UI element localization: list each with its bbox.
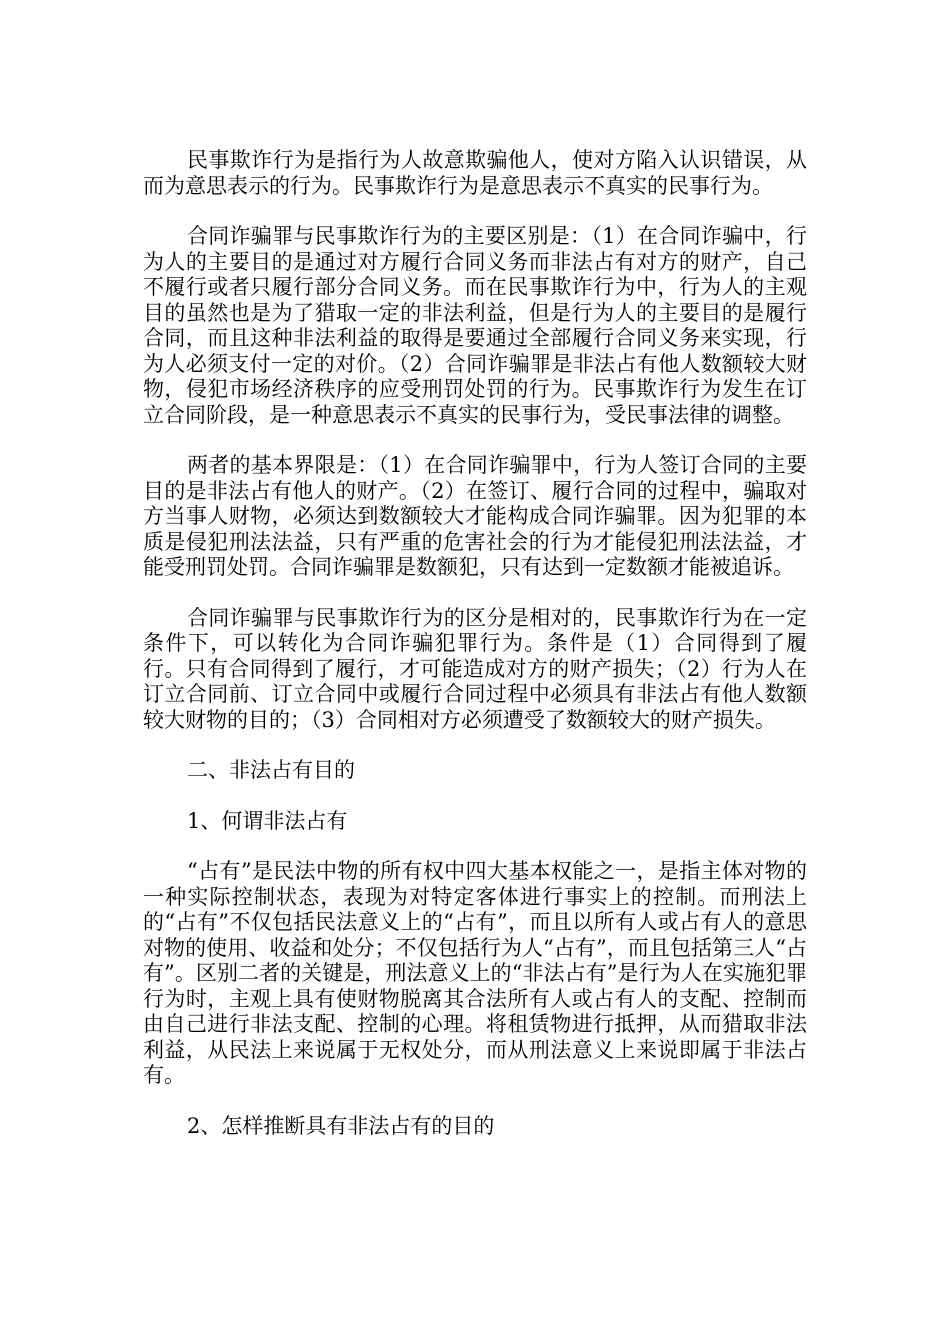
paragraph-possession-explained: “占有”是民法中物的所有权中四大基本权能之一，是指主体对物的一种实际控制状态，表现为对特定客体进行事实上的控制。而刑法上的“占有”不仅包括民法意义上的“占有”，而且以所有人或占有人的意思对物的使用、收益和处分；不仅包括行为人“占有”，而且包括第三人“占有”。区别二者的关键是，刑法意义上的“非法占有”是行为人在实施犯罪行为时，主观上具有使财物脱离其合法所有人或占有人的支配、控制而由自己进行非法支配、控制的心理。将租赁物进行抵押，从而猎取非法利益，从民法上来说属于无权处分，而从刑法意义上来说即属于非法占有。 [143, 859, 807, 1087]
paragraph-civil-fraud-definition: 民事欺诈行为是指行为人故意欺骗他人，使对方陷入认识错误，从而为意思表示的行为。民事欺诈行为是意思表示不真实的民事行为。 [143, 148, 807, 198]
paragraph-main-differences: 合同诈骗罪与民事欺诈行为的主要区别是：（1）在合同诈骗中，行为人的主要目的是通过对方履行合同义务而非法占有对方的财产，自己不履行或者只履行部分合同义务。而在民事欺诈行为中，行为人的主观目的虽然也是为了猎取一定的非法利益，但是行为人的主要目的是履行合同，而且这种非法利益的取得是要通过全部履行合同义务来实现，行为人必须支付一定的对价。（2）合同诈骗罪是非法占有他人数额较大财物，侵犯市场经济秩序的应受刑罚处罚的行为。民事欺诈行为发生在订立合同阶段，是一种意思表示不真实的民事行为，受民事法律的调整。 [143, 224, 807, 427]
document-page [143, 148, 807, 1164]
paragraph-basic-boundary: 两者的基本界限是：（1）在合同诈骗罪中，行为人签订合同的主要目的是非法占有他人的财产。（2）在签订、履行合同的过程中，骗取对方当事人财物，必须达到数额较大才能构成合同诈骗罪。因为犯罪的本质是侵犯刑法法益，只有严重的危害社会的行为才能侵犯刑法法益，才能受刑罚处罚。合同诈骗罪是数额犯，只有达到一定数额才能被追诉。 [143, 453, 807, 579]
subheading-how-to-infer-intent: 2、怎样推断具有非法占有的目的 [187, 1113, 495, 1138]
subheading-what-is-illegal-possession: 1、何谓非法占有 [187, 808, 348, 833]
paragraph-conversion-conditions: 合同诈骗罪与民事欺诈行为的区分是相对的，民事欺诈行为在一定条件下，可以转化为合同诈骗犯罪行为。条件是（1）合同得到了履行。只有合同得到了履行，才可能造成对方的财产损失；（2）行为人在订立合同前、订立合同中或履行合同过程中必须具有非法占有他人数额较大财物的目的；（3）合同相对方必须遭受了数额较大的财产损失。 [143, 605, 807, 732]
section-heading: 二、非法占有目的 [187, 758, 355, 782]
